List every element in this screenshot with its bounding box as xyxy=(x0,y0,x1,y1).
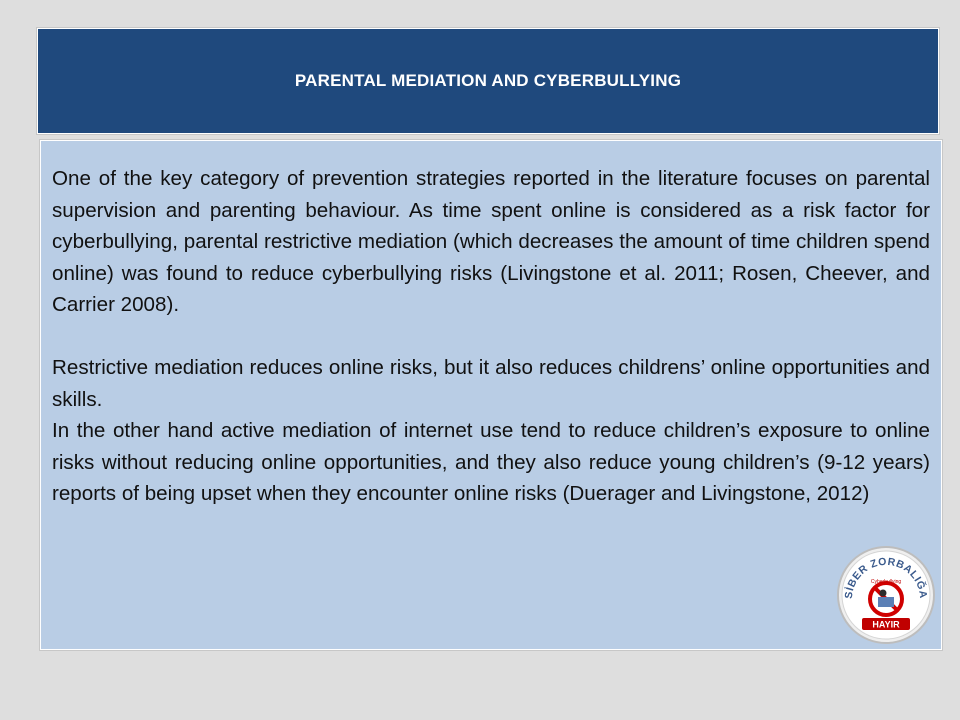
logo-banner-text: HAYIR xyxy=(872,619,900,630)
content-panel xyxy=(40,140,942,650)
slide-title: PARENTAL MEDIATION AND CYBERBULLYING xyxy=(294,71,682,90)
logo-arc-text: SİBER ZORBALIĞA xyxy=(842,555,930,600)
title-banner xyxy=(37,28,939,134)
logo-inner-text: Cyberbullying xyxy=(870,579,902,585)
paragraph-active: In the other hand active mediation of internet use tend to reduce children’s exposure to online risks without reducing online opportunities, and they also reduce young children’s (9-12 years) reports of being upset when they encounter online risks (Duerager and Livingstone, 2012) xyxy=(52,419,930,506)
no-cyberbullying-logo-icon xyxy=(836,545,936,645)
paragraph-restrictive: Restrictive mediation reduces online risks, but it also reduces childrens’ online opportunities and skills. xyxy=(52,355,930,411)
paragraph-intro: One of the key category of prevention strategies reported in the literature focuses on parental supervision and parenting behaviour. As time spent online is considered as a risk factor for cyberbullying, parental restrictive mediation (which decreases the amount of time children spend online) was found to reduce cyberbullying risks (Livingstone et al. 2011; Rosen, Cheever, and Carrier 2008). xyxy=(52,167,930,317)
